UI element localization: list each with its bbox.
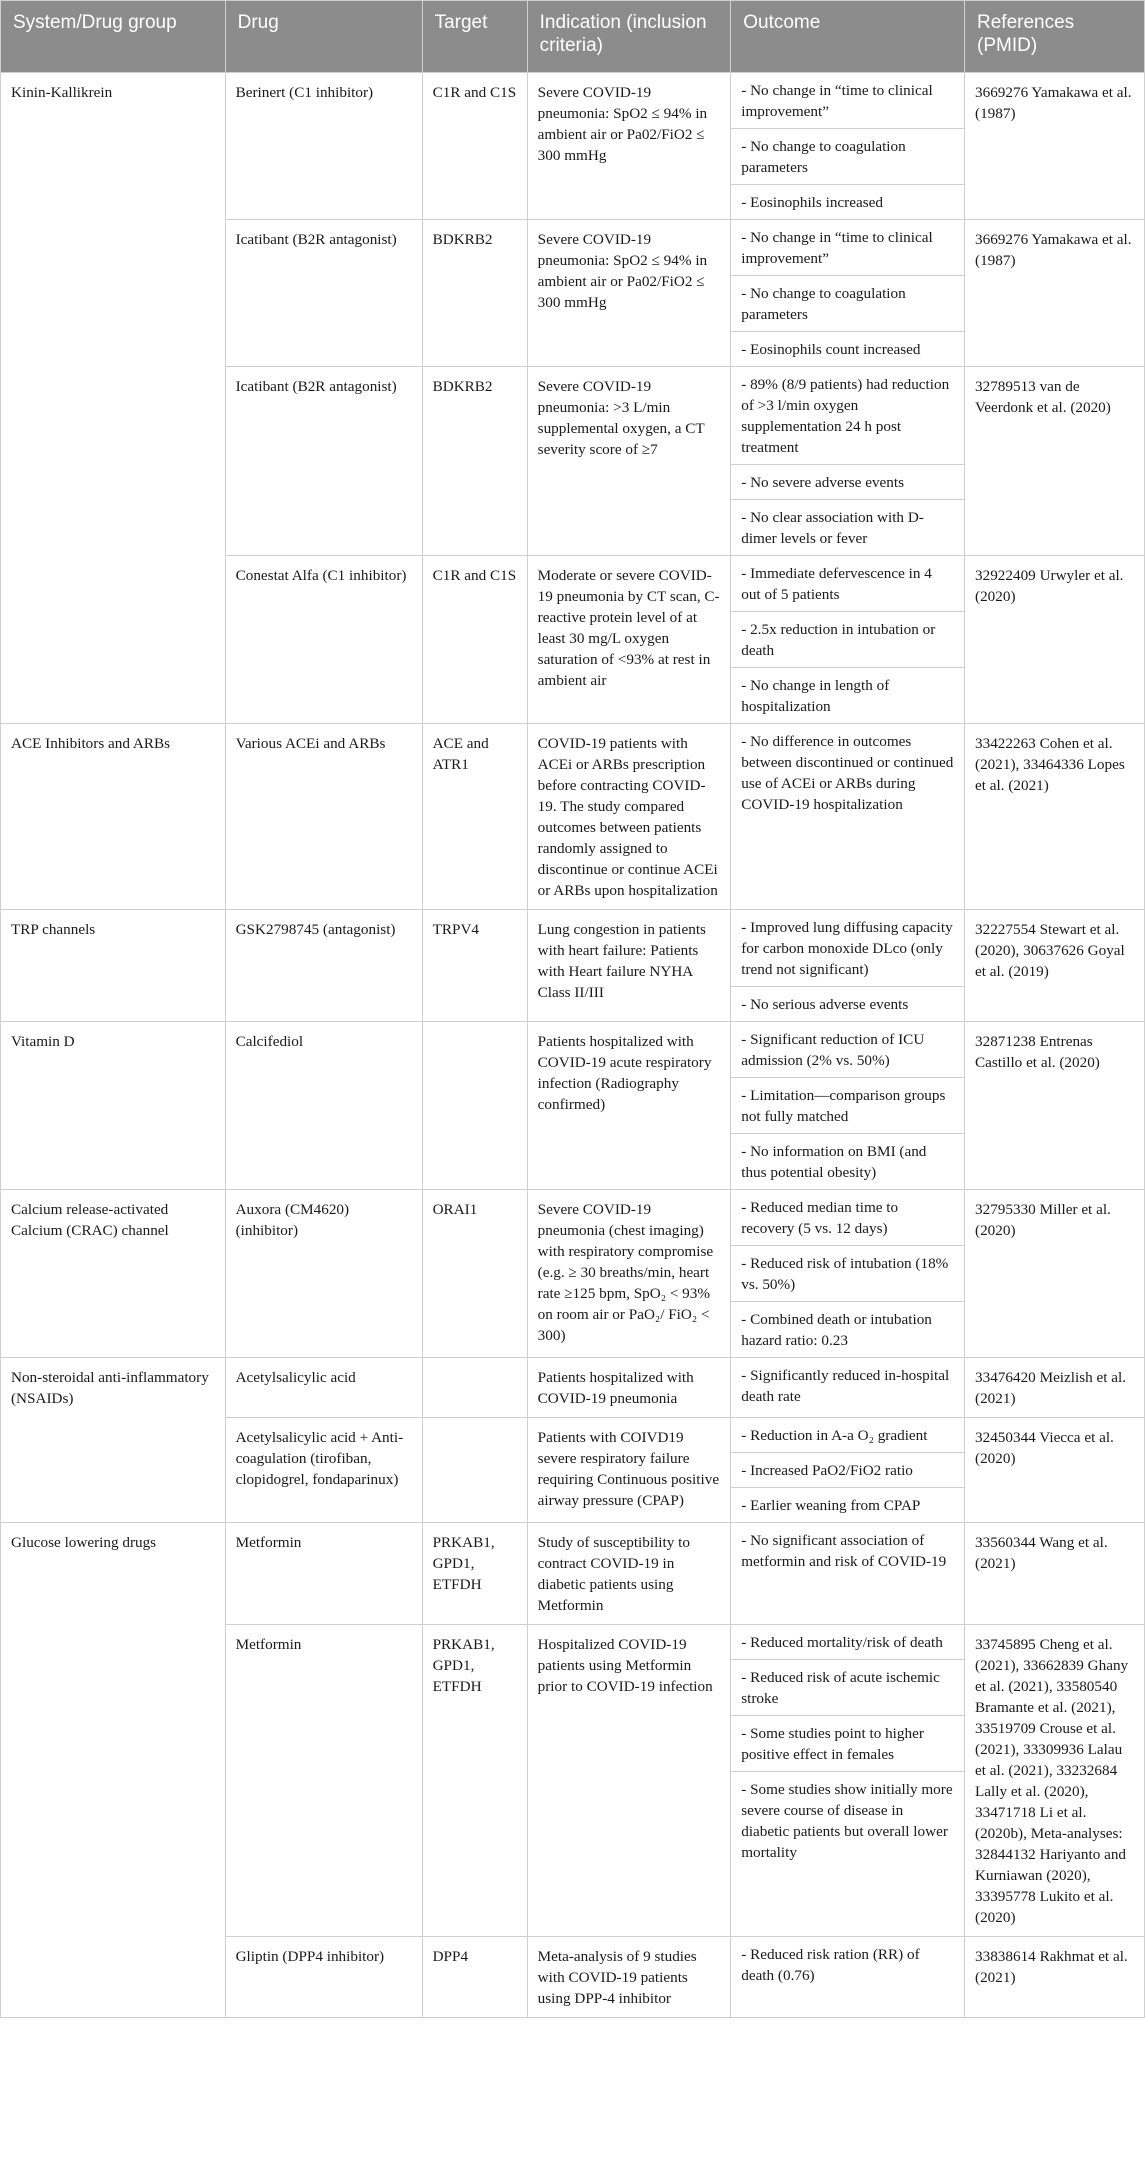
outcome-item: - Eosinophils increased [731, 184, 964, 219]
outcome-item: - No significant association of metformin and risk of COVID-19 [741, 1532, 947, 1570]
references-cell: 32789513 van de Veerdonk et al. (2020) [965, 367, 1145, 556]
outcome-item: - No change in “time to clinical improvement” [741, 82, 933, 120]
indication-cell: Patients hospitalized with COVID-19 acute respiratory infection (Radiography confirmed) [527, 1022, 731, 1190]
outcome-item: - Significantly reduced in-hospital death rate [741, 1367, 950, 1405]
outcome-item: - Improved lung diffusing capacity for carbon monoxide DLco (only trend not significant) [741, 919, 953, 978]
drug-cell: Berinert (C1 inhibitor) [225, 73, 422, 220]
references-cell: 32871238 Entrenas Castillo et al. (2020) [965, 1022, 1145, 1190]
outcome-item: - Significant reduction of ICU admission (2% vs. 50%) [741, 1031, 925, 1069]
table-row [1, 1022, 1145, 1190]
target-cell: PRKAB1, GPD1, ETFDH [422, 1625, 527, 1937]
system-group-cell: Kinin-Kallikrein [1, 73, 226, 724]
table-row [1, 910, 1145, 1022]
system-group-cell: Vitamin D [1, 1022, 226, 1190]
references-cell: 3669276 Yamakawa et al. (1987) [965, 220, 1145, 367]
table-row [1, 1190, 1145, 1358]
outcome-cell [731, 367, 965, 556]
drug-cell: Icatibant (B2R antagonist) [225, 367, 422, 556]
references-cell: 32450344 Viecca et al. (2020) [965, 1418, 1145, 1523]
outcome-item: - Limitation—comparison groups not fully matched [731, 1077, 964, 1133]
outcome-item: - No severe adverse events [731, 464, 964, 499]
target-cell [422, 1022, 527, 1190]
drug-cell: GSK2798745 (antagonist) [225, 910, 422, 1022]
outcome-item: - No change to coagulation parameters [731, 275, 964, 331]
indication-cell: Severe COVID-19 pneumonia: SpO2 ≤ 94% in ambient air or Pa02/FiO2 ≤ 300 mmHg [527, 73, 731, 220]
references-cell: 33476420 Meizlish et al. (2021) [965, 1358, 1145, 1418]
indication-cell: Severe COVID-19 pneumonia: SpO2 ≤ 94% in ambient air or Pa02/FiO2 ≤ 300 mmHg [527, 220, 731, 367]
outcome-item: - No serious adverse events [731, 986, 964, 1021]
outcome-cell [731, 1418, 965, 1523]
outcome-item: - Some studies show initially more severe course of disease in diabetic patients but overall lower mortality [731, 1771, 964, 1869]
outcome-cell [731, 220, 965, 367]
outcome-item: - No clear association with D-dimer levels or fever [731, 499, 964, 555]
indication-cell: Patients with COIVD19 severe respiratory failure requiring Continuous positive airway pressure (CPAP) [527, 1418, 731, 1523]
references-cell: 32922409 Urwyler et al. (2020) [965, 556, 1145, 724]
system-group-cell: Calcium release-activated Calcium (CRAC) channel [1, 1190, 226, 1358]
outcome-cell [731, 1523, 965, 1625]
target-cell: C1R and C1S [422, 556, 527, 724]
target-cell: ORAI1 [422, 1190, 527, 1358]
indication-cell: Lung congestion in patients with heart failure: Patients with Heart failure NYHA Class II/III [527, 910, 731, 1022]
header-references: References (PMID) [965, 1, 1145, 73]
system-group-cell: ACE Inhibitors and ARBs [1, 724, 226, 910]
outcome-item: - Reduced median time to recovery (5 vs. 12 days) [741, 1199, 899, 1237]
outcome-cell [731, 1625, 965, 1937]
header-target: Target [422, 1, 527, 73]
references-cell: 33560344 Wang et al. (2021) [965, 1523, 1145, 1625]
table-row [1, 1523, 1145, 1625]
table-row [1, 1358, 1145, 1418]
references-cell: 33745895 Cheng et al. (2021), 33662839 Ghany et al. (2021), 33580540 Bramante et al. (2021), 33519709 Crouse et al. (2021), 33309936 Lalau et al. (2021), 33232684 Lally et al. (2020), 33471718 Li et al. (2020b), Meta-analyses: 32844132 Hariyanto and Kurniawan (2020), 33395778 Lukito et al. (2020) [965, 1625, 1145, 1937]
header-system: System/Drug group [1, 1, 226, 73]
outcome-item: - Reduced mortality/risk of death [741, 1634, 943, 1651]
target-cell: BDKRB2 [422, 220, 527, 367]
indication-cell: Severe COVID-19 pneumonia (chest imaging) with respiratory compromise (e.g. ≥ 30 breaths/min, heart rate ≥125 bpm, SpO₂ < 93% on room air or PaO₂/ FiO₂ < 300) [527, 1190, 731, 1358]
header-row [1, 1, 1145, 73]
outcome-item: - No change in “time to clinical improvement” [741, 229, 933, 267]
outcome-cell [731, 556, 965, 724]
outcome-cell [731, 910, 965, 1022]
outcome-cell [731, 73, 965, 220]
target-cell: C1R and C1S [422, 73, 527, 220]
outcome-cell [731, 1937, 965, 2018]
outcome-item: - 89% (8/9 patients) had reduction of >3 l/min oxygen supplementation 24 h post treatment [741, 376, 950, 456]
drug-cell: Various ACEi and ARBs [225, 724, 422, 910]
drug-cell: Gliptin (DPP4 inhibitor) [225, 1937, 422, 2018]
outcome-item: - Reduced risk of acute ischemic stroke [731, 1659, 964, 1715]
indication-cell: Hospitalized COVID-19 patients using Metformin prior to COVID-19 infection [527, 1625, 731, 1937]
outcome-item: - Reduced risk of intubation (18% vs. 50%) [731, 1245, 964, 1301]
header-drug: Drug [225, 1, 422, 73]
target-cell: TRPV4 [422, 910, 527, 1022]
references-cell: 3669276 Yamakawa et al. (1987) [965, 73, 1145, 220]
outcome-item: - Some studies point to higher positive effect in females [731, 1715, 964, 1771]
outcome-item: - 2.5x reduction in intubation or death [731, 611, 964, 667]
table-row [1, 724, 1145, 910]
outcome-item: - Earlier weaning from CPAP [731, 1487, 964, 1522]
target-cell: PRKAB1, GPD1, ETFDH [422, 1523, 527, 1625]
references-cell: 33838614 Rakhmat et al. (2021) [965, 1937, 1145, 2018]
drug-cell: Icatibant (B2R antagonist) [225, 220, 422, 367]
target-cell: DPP4 [422, 1937, 527, 2018]
outcome-cell [731, 1022, 965, 1190]
table-body [1, 73, 1145, 2018]
drug-cell: Metformin [225, 1523, 422, 1625]
outcome-cell [731, 724, 965, 910]
drug-cell: Metformin [225, 1625, 422, 1937]
references-cell: 32795330 Miller et al. (2020) [965, 1190, 1145, 1358]
target-cell [422, 1358, 527, 1418]
indication-cell: Patients hospitalized with COVID-19 pneumonia [527, 1358, 731, 1418]
header-indication: Indication (inclusion criteria) [527, 1, 731, 73]
indication-cell: COVID-19 patients with ACEi or ARBs prescription before contracting COVID-19. The study compared outcomes between patients randomly assigned to discontinue or continue ACEi or ARBs upon hospitalization [527, 724, 731, 910]
outcome-item: - No difference in outcomes between discontinued or continued use of ACEi or ARBs during COVID-19 hospitalization [741, 733, 954, 813]
system-group-cell: Glucose lowering drugs [1, 1523, 226, 2018]
outcome-item: - Combined death or intubation hazard ratio: 0.23 [731, 1301, 964, 1357]
indication-cell: Meta-analysis of 9 studies with COVID-19 patients using DPP-4 inhibitor [527, 1937, 731, 2018]
outcome-item: - No change in length of hospitalization [731, 667, 964, 723]
target-cell: ACE and ATR1 [422, 724, 527, 910]
system-group-cell: Non-steroidal anti-inflammatory (NSAIDs) [1, 1358, 226, 1523]
target-cell: BDKRB2 [422, 367, 527, 556]
outcome-item: - Increased PaO2/FiO2 ratio [731, 1452, 964, 1487]
outcome-cell [731, 1358, 965, 1418]
drug-cell: Conestat Alfa (C1 inhibitor) [225, 556, 422, 724]
header-outcome: Outcome [731, 1, 965, 73]
outcome-item: - Reduction in A-a O₂ gradient [741, 1427, 928, 1444]
drug-cell: Auxora (CM4620) (inhibitor) [225, 1190, 422, 1358]
outcome-item: - Reduced risk ration (RR) of death (0.76) [741, 1946, 920, 1984]
outcome-item: - Eosinophils count increased [731, 331, 964, 366]
outcome-item: - No information on BMI (and thus potential obesity) [731, 1133, 964, 1189]
drug-cell: Acetylsalicylic acid + Anti-coagulation (tirofiban, clopidogrel, fondaparinux) [225, 1418, 422, 1523]
outcome-item: - Immediate defervescence in 4 out of 5 patients [741, 565, 932, 603]
table-row [1, 73, 1145, 220]
references-cell: 33422263 Cohen et al. (2021), 33464336 Lopes et al. (2021) [965, 724, 1145, 910]
outcome-item: - No change to coagulation parameters [731, 128, 964, 184]
indication-cell: Moderate or severe COVID-19 pneumonia by CT scan, C-reactive protein level of at least 30 mg/L oxygen saturation of <93% at rest in ambient air [527, 556, 731, 724]
references-cell: 32227554 Stewart et al. (2020), 30637626 Goyal et al. (2019) [965, 910, 1145, 1022]
indication-cell: Study of susceptibility to contract COVID-19 in diabetic patients using Metformin [527, 1523, 731, 1625]
drug-cell: Calcifediol [225, 1022, 422, 1190]
target-cell [422, 1418, 527, 1523]
indication-cell: Severe COVID-19 pneumonia: >3 L/min supplemental oxygen, a CT severity score of ≥7 [527, 367, 731, 556]
system-group-cell: TRP channels [1, 910, 226, 1022]
drug-cell: Acetylsalicylic acid [225, 1358, 422, 1418]
outcome-cell [731, 1190, 965, 1358]
